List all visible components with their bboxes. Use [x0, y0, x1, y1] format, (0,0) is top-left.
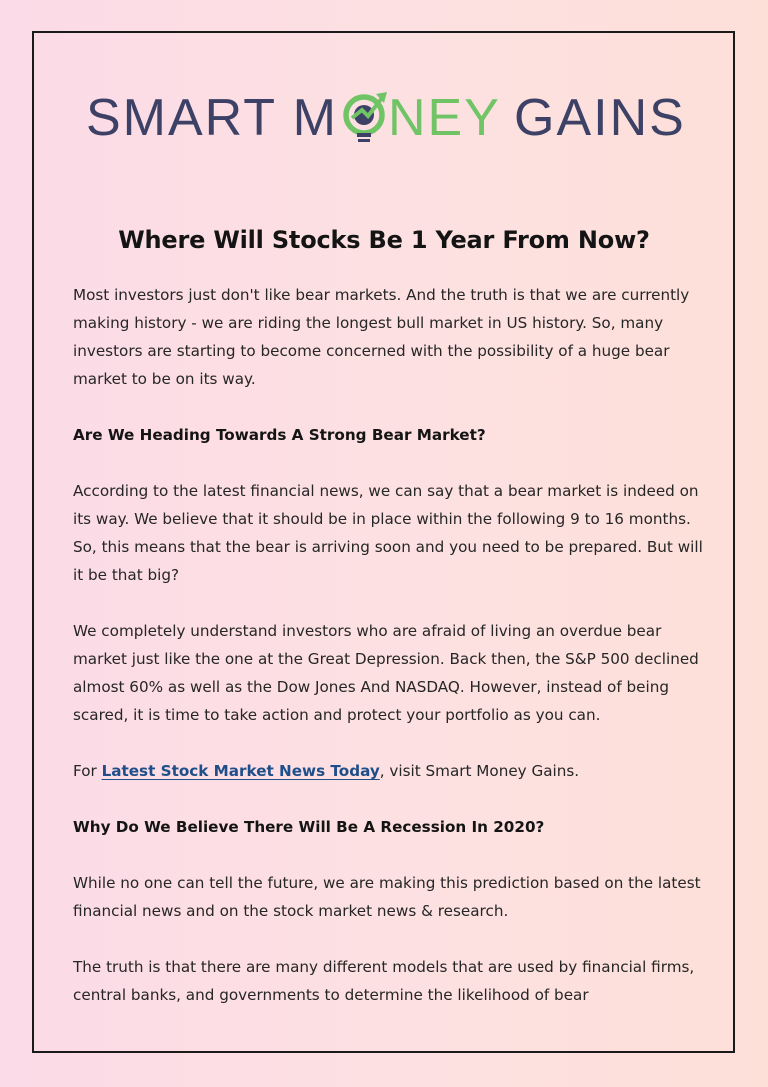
paragraph-models: The truth is that there are many different models that are used by financial firms, central banks, and governments to determine the likelihood of bear	[73, 958, 695, 1004]
section-heading-recession: Why Do We Believe There Will Be A Recession In 2020?	[73, 818, 545, 836]
paragraph-bear-timing: According to the latest financial news, we can say that a bear market is indeed on its way. We believe that it should be in place within the following 9 to 16 months. So, this means that the bear is arriving soon and you need to be prepared. But will it be that big?	[73, 482, 703, 584]
paragraph-prediction: While no one can tell the future, we are making this prediction based on the latest financial news and on the stock market news & research.	[73, 874, 701, 920]
link-prefix: For	[73, 762, 102, 780]
paragraph-news-link	[73, 757, 713, 785]
intro-paragraph: Most investors just don't like bear markets. And the truth is that we are currently making history - we are riding the longest bull market in US history. So, many investors are starting to become concerned with the possibility of a huge bear market to be on its way.	[73, 286, 690, 388]
latest-news-link[interactable]: Latest Stock Market News Today	[101, 762, 380, 780]
brand-logo	[86, 88, 686, 150]
link-suffix: , visit Smart Money Gains.	[379, 762, 580, 780]
logo-text-smart: SMART M	[86, 89, 338, 147]
logo-text-gains: GAINS	[514, 89, 686, 147]
lightbulb-icon	[346, 92, 387, 142]
article-body	[73, 281, 713, 1037]
page-title: Where Will Stocks Be 1 Year From Now?	[118, 226, 650, 255]
paragraph-great-depression: We completely understand investors who are afraid of living an overdue bear market just like the one at the Great Depression. Back then, the S&P 500 declined almost 60% as well as the Dow Jones And NASDAQ. However, instead of being scared, it is time to take action and protect your portfolio as you can.	[73, 622, 699, 724]
logo-text-ney: NEY	[388, 89, 501, 147]
logo-graphic	[86, 88, 686, 150]
section-heading-bear-market: Are We Heading Towards A Strong Bear Market?	[73, 426, 486, 444]
